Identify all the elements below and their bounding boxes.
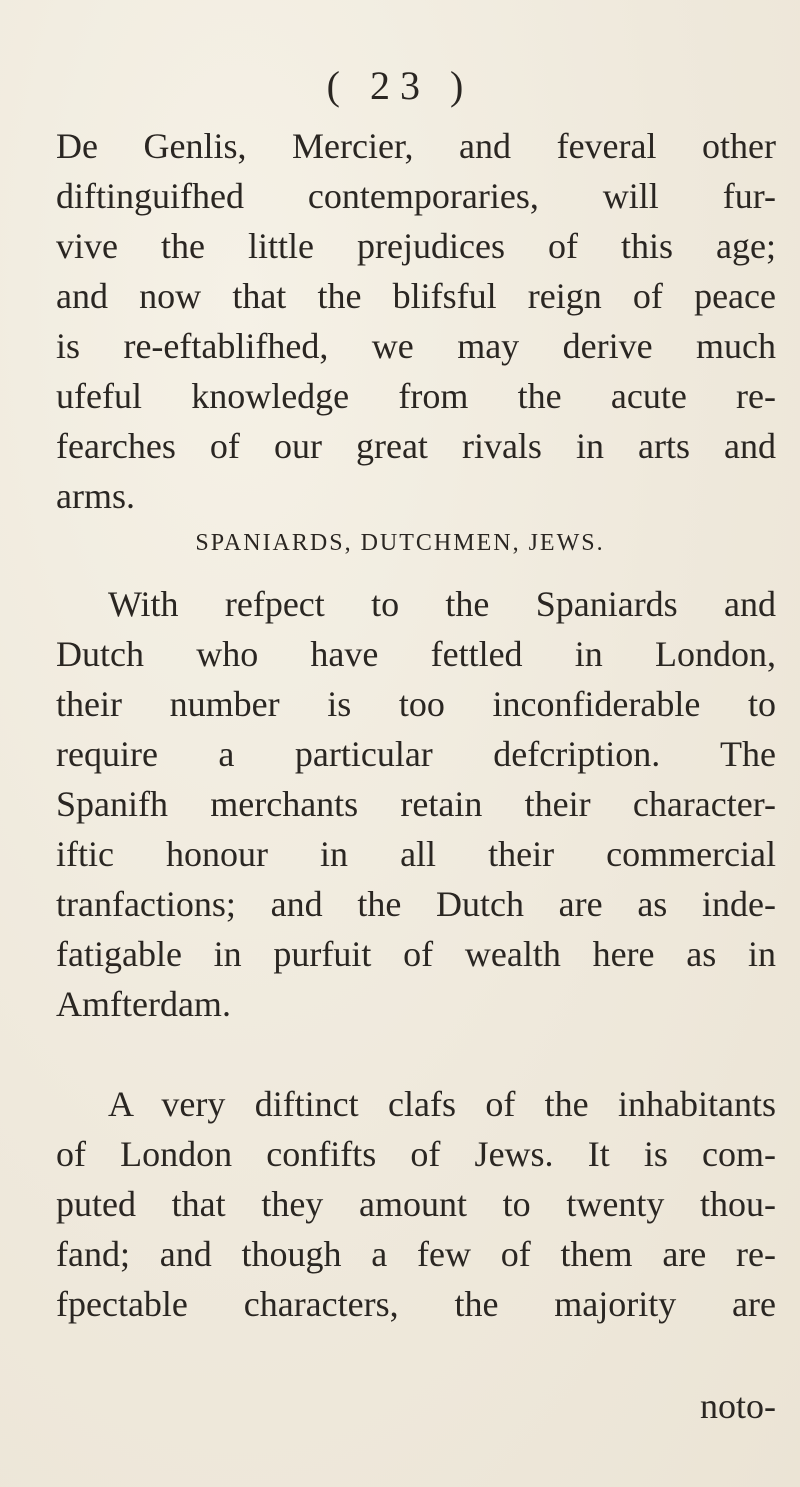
text-line: fand; and though a few of them are re- [56, 1234, 776, 1274]
text-line: ufeful knowledge from the acute re- [56, 376, 776, 416]
text-line: fearches of our great rivals in arts and [56, 426, 776, 466]
section-heading: SPANIARDS, DUTCHMEN, JEWS. [195, 530, 605, 556]
catchword: noto- [700, 1386, 776, 1426]
text-line: diftinguifhed contemporaries, will fur- [56, 176, 776, 216]
text-line: With refpect to the Spaniards and [108, 584, 776, 624]
text-line: A very diftinct clafs of the inhabitants [108, 1084, 776, 1124]
text-line: De Genlis, Mercier, and feveral other [56, 126, 776, 166]
text-line: fpectable characters, the majority are [56, 1284, 776, 1324]
text-line: of London confifts of Jews. It is com- [56, 1134, 776, 1174]
text-line: Dutch who have fettled in London, [56, 634, 776, 674]
text-line: tranfactions; and the Dutch are as inde- [56, 884, 776, 924]
text-line: is re-eftablifhed, we may derive much [56, 326, 776, 366]
text-line: arms. [56, 476, 135, 516]
text-line: fatigable in purfuit of wealth here as in [56, 934, 776, 974]
text-line: require a particular defcription. The [56, 734, 776, 774]
text-line: iftic honour in all their commercial [56, 834, 776, 874]
text-line: and now that the blifsful reign of peace [56, 276, 776, 316]
text-line: Amfterdam. [56, 984, 231, 1024]
text-line: vive the little prejudices of this age; [56, 226, 776, 266]
text-line: their number is too inconfiderable to [56, 684, 776, 724]
page-number: ( 23 ) [326, 63, 474, 108]
text-line: puted that they amount to twenty thou- [56, 1184, 776, 1224]
text-line: Spanifh merchants retain their character- [56, 784, 776, 824]
